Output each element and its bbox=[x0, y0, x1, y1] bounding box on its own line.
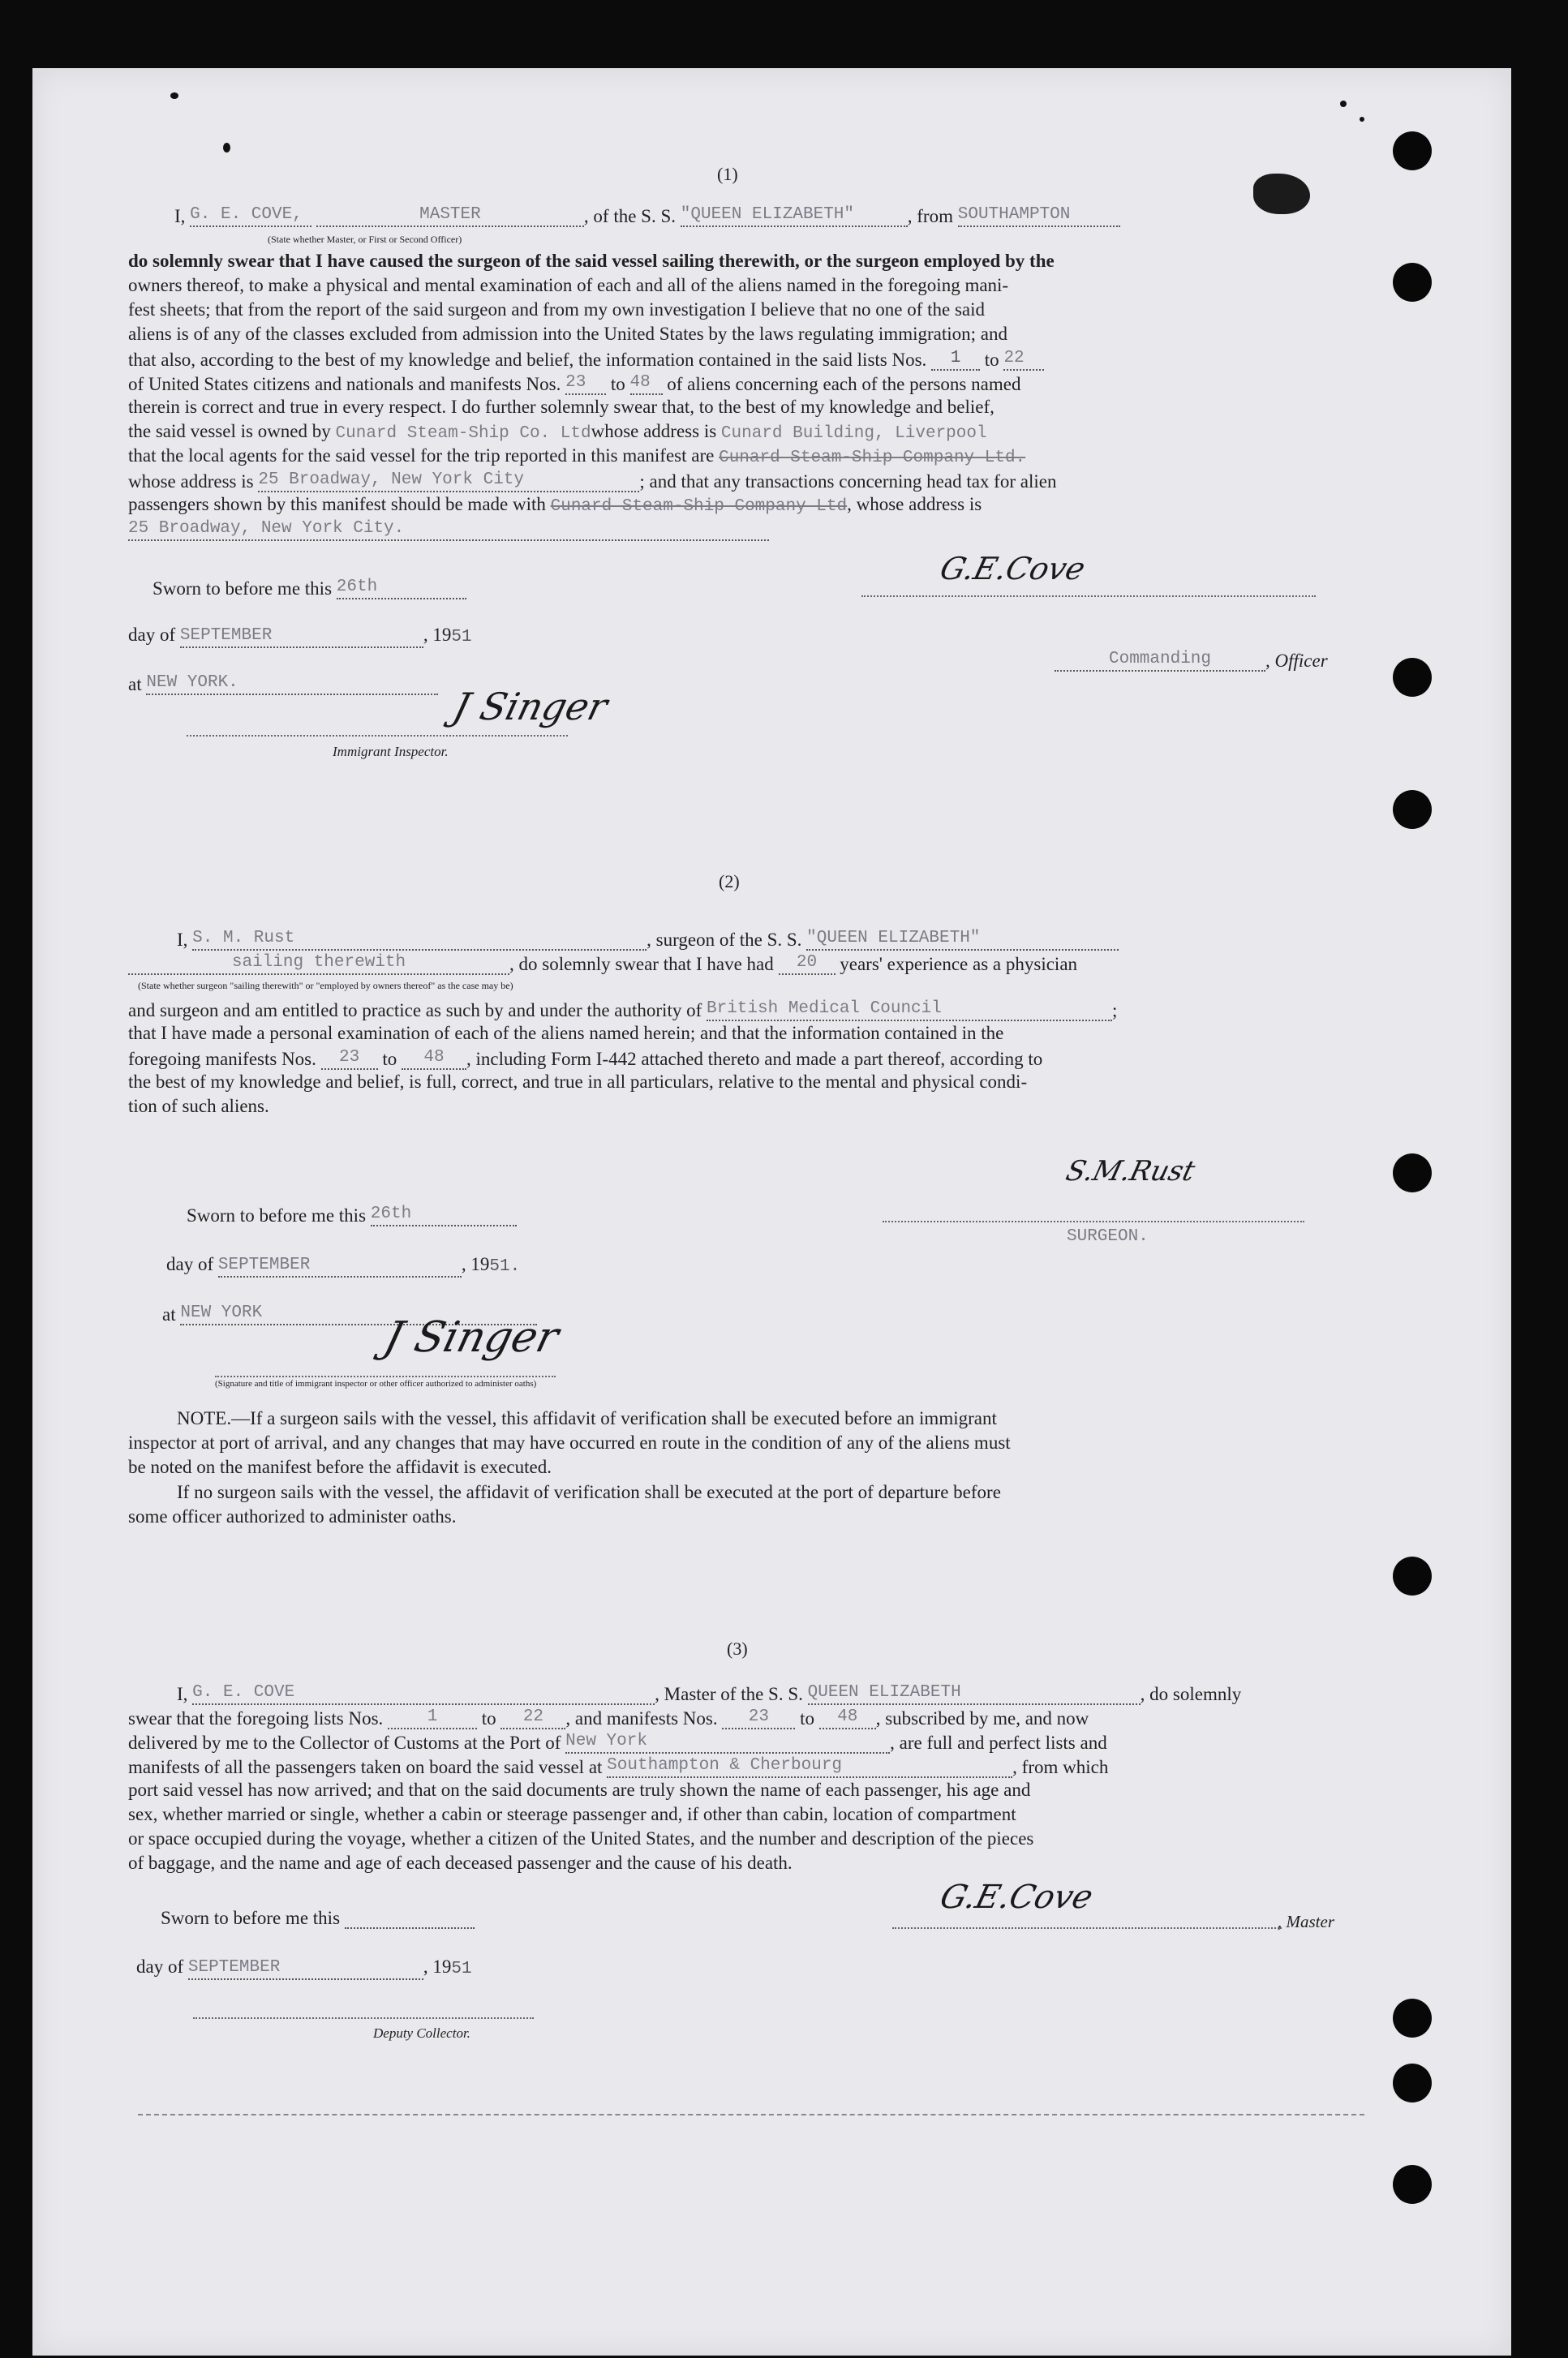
s2-line-3: and surgeon and am entitled to practice as such by and under the authority of British Medical Council ; bbox=[128, 999, 1118, 1020]
punch-hole bbox=[1393, 1153, 1432, 1192]
s1-line-5: that also, according to the best of my knowledge and belief, the information contained in the said lists Nos. 1 to 22 bbox=[128, 348, 1044, 371]
s2-inspector-line bbox=[215, 1376, 556, 1377]
deputy-line bbox=[193, 2017, 534, 2019]
note-line-4: If no surgeon sails with the vessel, the affidavit of verification shall be executed at the port of departure before bbox=[177, 1482, 1001, 1502]
stamp-mark bbox=[1253, 174, 1310, 214]
s1-line-10: whose address is 25 Broadway, New York City ; and that any transactions concerning head tax for alien bbox=[128, 470, 1057, 492]
s2-at: at NEW YORK bbox=[162, 1303, 537, 1325]
s3-port: New York bbox=[565, 1731, 890, 1754]
lists-from: 1 bbox=[931, 348, 980, 371]
s1-month: SEPTEMBER bbox=[180, 625, 423, 648]
master-name: G. E. COVE, bbox=[190, 204, 311, 227]
s3-master-signature: G.E.Cove bbox=[936, 1879, 1097, 1916]
surgeon-name: S. M. Rust bbox=[192, 928, 647, 951]
master-signature: G.E.Cove bbox=[936, 551, 1089, 586]
from-label: , from bbox=[907, 206, 953, 226]
s1-year: 51 bbox=[451, 628, 472, 646]
s2-line-7: tion of such aliens. bbox=[128, 1096, 269, 1116]
s3-master-name: G. E. COVE bbox=[192, 1682, 655, 1705]
s3-master-label: , Master bbox=[1278, 1912, 1334, 1931]
s3-signature-line bbox=[892, 1927, 1282, 1929]
surgeon-line bbox=[883, 1221, 1304, 1222]
inspector-signature: J Singer bbox=[449, 685, 612, 728]
s2-manifests-from: 23 bbox=[321, 1047, 378, 1070]
ship-name: "QUEEN ELIZABETH" bbox=[681, 204, 908, 227]
ink-speck bbox=[1340, 101, 1347, 107]
section1-number: (1) bbox=[717, 164, 738, 184]
inspector-label: Immigrant Inspector. bbox=[333, 744, 449, 759]
section3-number: (3) bbox=[727, 1639, 748, 1659]
punch-hole bbox=[1393, 131, 1432, 170]
s1-sworn: Sworn to before me this 26th bbox=[153, 577, 466, 599]
s3-line-6: sex, whether married or single, whether a cabin or steerage passenger and, if other than cabin, location of compartment bbox=[128, 1804, 1016, 1824]
s3-lists-to: 22 bbox=[500, 1707, 565, 1729]
surgeon-signature: S.M.Rust bbox=[1063, 1155, 1199, 1188]
s2-ship-name: "QUEEN ELIZABETH" bbox=[806, 928, 1119, 951]
local-agents: Cunard Steam-Ship Company Ltd. bbox=[719, 449, 1026, 467]
s2-line-5: foregoing manifests Nos. 23 to 48 , including Form I-442 attached thereto and made a part thereof, according to bbox=[128, 1048, 1043, 1069]
s3-line-5: port said vessel has now arrived; and that on the said documents are truly shown the name of each passenger, his age and bbox=[128, 1780, 1031, 1800]
sailing-therewith: sailing therewith bbox=[128, 952, 509, 975]
s1-at: at NEW YORK. bbox=[128, 672, 438, 695]
punch-hole bbox=[1393, 2165, 1432, 2204]
s3-manifests-to: 48 bbox=[819, 1707, 876, 1729]
inspector-line bbox=[187, 735, 568, 737]
ink-speck bbox=[223, 143, 230, 152]
head-tax-address: 25 Broadway, New York City. bbox=[128, 518, 769, 541]
s3-line-1: I, G. E. COVE , Master of the S. S. QUEEN ELIZABETH , do solemnly bbox=[177, 1683, 1242, 1704]
ink-speck bbox=[1360, 117, 1364, 122]
section1-header-line bbox=[174, 204, 1120, 227]
s1-line-9: that the local agents for the said vessel for the trip reported in this manifest are Cunard Steam-Ship Company Ltd. bbox=[128, 445, 1026, 467]
ink-speck bbox=[170, 92, 178, 99]
punch-hole bbox=[1393, 1557, 1432, 1596]
s2-sworn: Sworn to before me this 26th bbox=[187, 1204, 517, 1226]
s1-line-8: the said vessel is owned by Cunard Steam-Ship Co. Ltdwhose address is Cunard Building, Liverpool bbox=[128, 421, 987, 443]
s2-year: 51. bbox=[489, 1257, 521, 1276]
departure-port: SOUTHAMPTON bbox=[958, 204, 1120, 227]
s2-manifests-to: 48 bbox=[402, 1047, 466, 1070]
manifest-page bbox=[32, 68, 1511, 2356]
punch-hole bbox=[1393, 2064, 1432, 2102]
signature-line bbox=[861, 595, 1316, 597]
owner-address: Cunard Building, Liverpool bbox=[720, 424, 987, 443]
of-the-ss: , of the S. S. bbox=[583, 206, 677, 226]
s3-manifests-from: 23 bbox=[722, 1707, 795, 1729]
punch-hole bbox=[1393, 790, 1432, 829]
s2-month: SEPTEMBER bbox=[218, 1255, 462, 1278]
punch-hole bbox=[1393, 658, 1432, 697]
note-line-5: some officer authorized to administer oaths. bbox=[128, 1506, 457, 1527]
s1-sworn-day: 26th bbox=[337, 577, 466, 599]
i-label: I, bbox=[174, 206, 186, 226]
s3-month: SEPTEMBER bbox=[188, 1957, 423, 1980]
s1-line-3: fest sheets; that from the report of the said surgeon and from my own investigation I believe that no one of the said bbox=[128, 299, 986, 320]
s3-line-7: or space occupied during the voyage, whether a citizen of the United States, and the number and description of the pieces bbox=[128, 1828, 1034, 1849]
agents-address: 25 Broadway, New York City bbox=[258, 470, 639, 492]
s3-day-of: day of SEPTEMBER , 1951 bbox=[136, 1956, 472, 1978]
s1-line-7: therein is correct and true in every respect. I do further solemnly swear that, to the best of my knowledge and belief, bbox=[128, 397, 994, 417]
years-experience: 20 bbox=[779, 952, 836, 975]
lists-to: 22 bbox=[1003, 348, 1044, 371]
s2-state-note: (State whether surgeon "sailing therewith" or "employed by owners thereof" as the case may be) bbox=[138, 980, 513, 991]
s3-line-4: manifests of all the passengers taken on board the said vessel at Southampton & Cherbourg , from which bbox=[128, 1756, 1109, 1777]
s3-line-2: swear that the foregoing lists Nos. 1 to 22 , and manifests Nos. 23 to 48 , subscribed by me, and now bbox=[128, 1707, 1089, 1729]
s3-ports-from: Southampton & Cherbourg bbox=[607, 1755, 1012, 1778]
s1-line-6: of United States citizens and nationals and manifests Nos. 23 to 48 of aliens concerning each of the persons named bbox=[128, 373, 1021, 394]
s2-line-6: the best of my knowledge and belief, is full, correct, and true in all particulars, relative to the mental and physical condi- bbox=[128, 1072, 1028, 1092]
manifests-to: 48 bbox=[630, 372, 663, 395]
note-line-3: be noted on the manifest before the affidavit is executed. bbox=[128, 1457, 552, 1477]
bottom-rule bbox=[138, 2114, 1364, 2115]
s3-year: 51 bbox=[451, 1960, 472, 1978]
s1-day-of: day of SEPTEMBER , 1951 bbox=[128, 625, 472, 646]
s3-lists-from: 1 bbox=[388, 1707, 477, 1729]
commanding-officer: Commanding , Officer bbox=[1055, 649, 1328, 672]
note-line-1: NOTE.—If a surgeon sails with the vessel, this affidavit of verification shall be executed before an immigrant bbox=[177, 1408, 997, 1428]
state-note: (State whether Master, or First or Second Officer) bbox=[268, 234, 462, 245]
manifests-from: 23 bbox=[565, 372, 606, 395]
s2-line-2: sailing therewith , do solemnly swear that I have had 20 years' experience as a physician bbox=[128, 952, 1077, 975]
s1-line-2: owners thereof, to make a physical and mental examination of each and all of the aliens named in the foregoing mani- bbox=[128, 275, 1009, 295]
s2-day-of: day of SEPTEMBER , 1951. bbox=[166, 1254, 521, 1276]
vessel-owner: Cunard Steam-Ship Co. Ltd bbox=[335, 424, 591, 443]
s3-line-8: of baggage, and the name and age of each deceased passenger and the cause of his death. bbox=[128, 1853, 793, 1873]
section2-number: (2) bbox=[719, 871, 740, 891]
s2-line-4: that I have made a personal examination of each of the aliens named herein; and that the information contained in the bbox=[128, 1023, 1004, 1043]
s1-line-11: passengers shown by this manifest should be made with Cunard Steam-Ship Company Ltd, whose address is bbox=[128, 494, 982, 516]
punch-hole bbox=[1393, 263, 1432, 302]
s2-inspector-signature: J Singer bbox=[379, 1313, 564, 1362]
commanding-label: Commanding bbox=[1055, 649, 1265, 672]
s2-line-1: I, S. M. Rust , surgeon of the S. S. "QUEEN ELIZABETH" bbox=[177, 928, 1119, 951]
s1-place: NEW YORK. bbox=[146, 672, 438, 695]
surgeon-label: SURGEON. bbox=[1067, 1227, 1149, 1246]
s2-place: NEW YORK bbox=[180, 1303, 537, 1325]
s3-line-3: delivered by me to the Collector of Customs at the Port of New York , are full and perfect lists and bbox=[128, 1732, 1107, 1753]
s1-line-1: do solemnly swear that I have caused the surgeon of the said vessel sailing therewith, or the surgeon employed by the bbox=[128, 251, 1055, 271]
s3-sworn: Sworn to before me this bbox=[161, 1908, 475, 1929]
note-line-2: inspector at port of arrival, and any changes that may have occurred en route in the condition of any of the aliens must bbox=[128, 1432, 1011, 1453]
s2-inspector-note: (Signature and title of immigrant inspector or other officer authorized to administer oaths) bbox=[215, 1379, 537, 1389]
deputy-label: Deputy Collector. bbox=[373, 2025, 470, 2041]
punch-hole bbox=[1393, 1999, 1432, 2038]
s2-sworn-day: 26th bbox=[371, 1204, 517, 1226]
medical-authority: British Medical Council bbox=[707, 999, 1112, 1021]
s1-line-4: aliens is of any of the classes excluded from admission into the United States by the laws regulating immigration; and bbox=[128, 324, 1007, 344]
s1-line-12 bbox=[128, 518, 769, 541]
s3-ship-name: QUEEN ELIZABETH bbox=[808, 1682, 1141, 1705]
master-title: MASTER bbox=[316, 204, 584, 227]
head-tax-agent: Cunard Steam-Ship Company Ltd bbox=[550, 497, 848, 516]
